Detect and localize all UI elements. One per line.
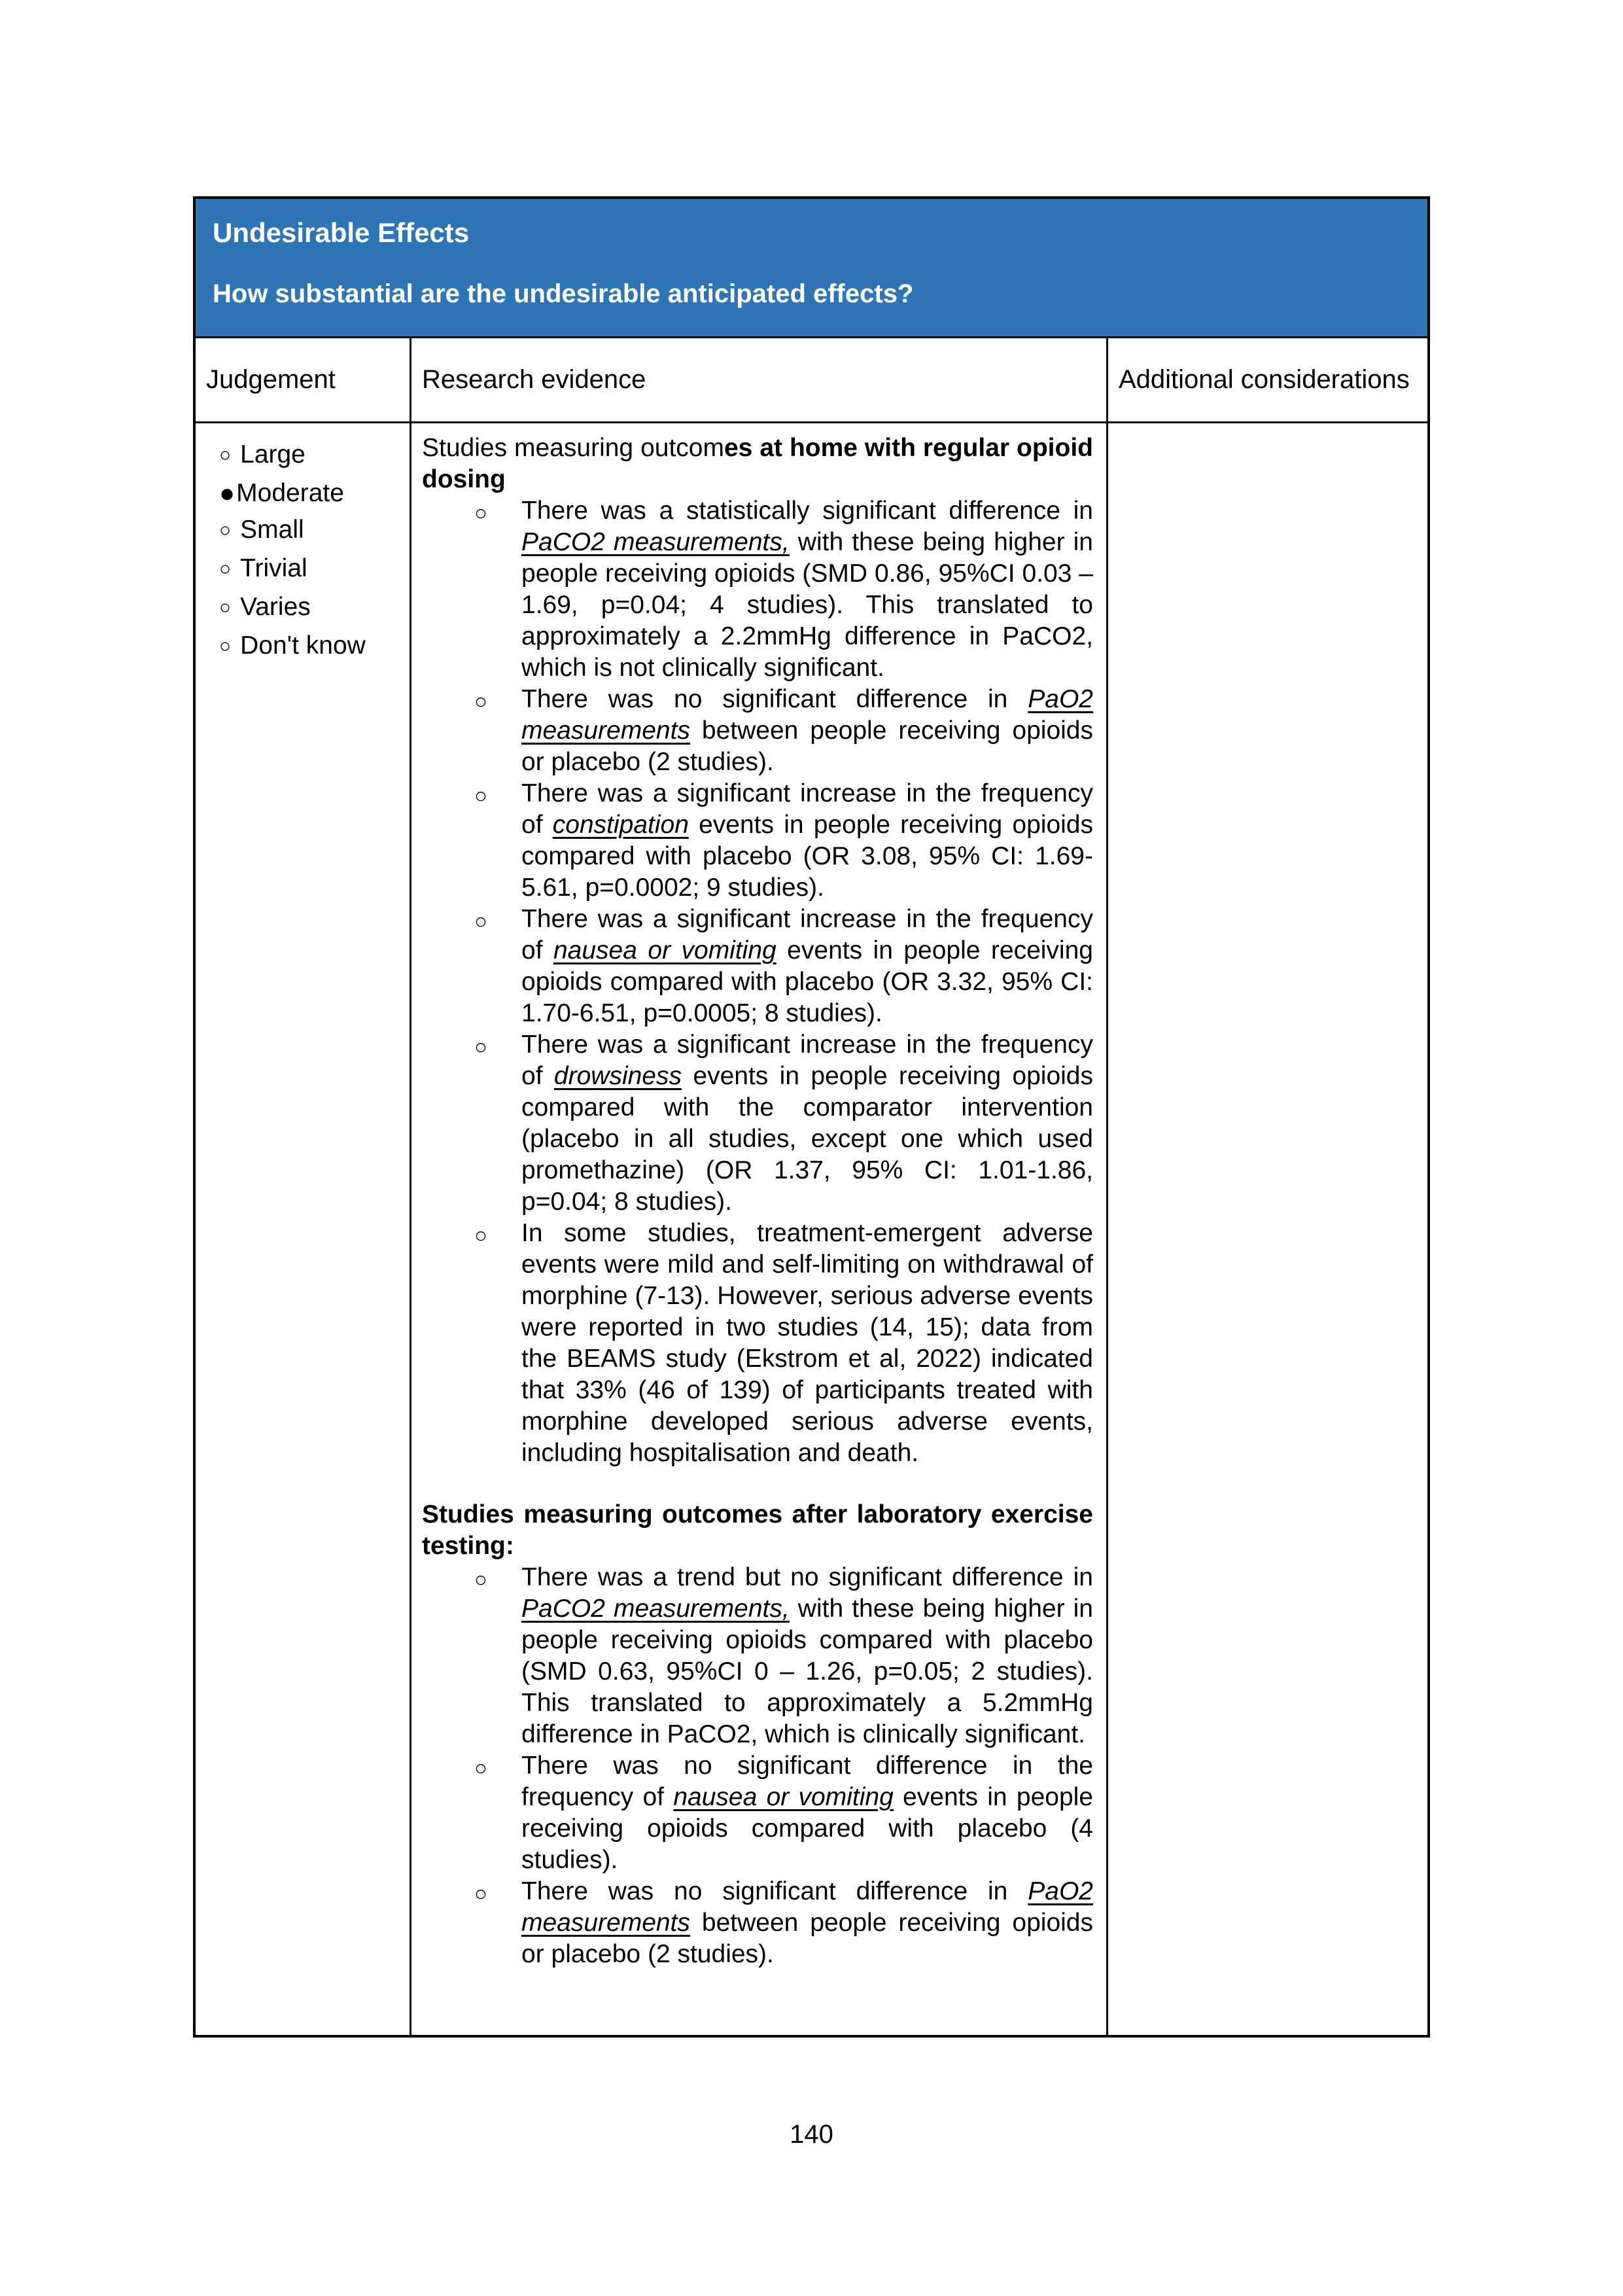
text-run: PaCO2 measurements,	[521, 528, 790, 556]
judgement-option-trivial	[219, 550, 404, 589]
text-run: constipation	[552, 811, 689, 839]
text-run: nausea or vomiting	[553, 936, 777, 964]
section-title: Undesirable Effects	[213, 217, 470, 248]
evidence-bullet	[474, 1029, 1093, 1218]
circle-bullet-icon: ○	[474, 1223, 487, 1247]
evidence-bullet	[474, 778, 1093, 904]
section-header	[196, 199, 1427, 338]
text-run: There was a significant increase in the frequency of	[521, 905, 1093, 964]
circle-bullet-icon: ○	[474, 501, 487, 525]
research-evidence-content	[411, 423, 1108, 2035]
text-run: between people receiving opioids or placebo (2 studies).	[521, 1909, 1093, 1968]
text-run: There was no significant difference in	[521, 1877, 1028, 1905]
text-run: Studies measuring outcom	[422, 434, 724, 462]
text-run: There was a statistically significant difference in	[521, 497, 1093, 525]
evidence-bullet-text	[521, 1876, 1093, 1970]
evidence-bullet	[474, 684, 1093, 778]
radio-unselected-icon: ○	[219, 635, 232, 657]
judgement-option-label: Trivial	[240, 554, 307, 582]
radio-unselected-icon: ○	[219, 558, 232, 580]
evidence-bullet	[474, 1218, 1093, 1469]
text-run: There was a trend but no significant difference in	[521, 1563, 1093, 1591]
judgement-option-label: Moderate	[236, 479, 344, 507]
text-run: PaO2 measurements	[521, 685, 1093, 745]
evidence-bullet-text	[521, 904, 1093, 1029]
radio-unselected-icon: ○	[219, 597, 232, 618]
text-run: with these being higher in people receiving opioids (SMD 0.86, 95%CI 0.03 – 1.69, p=0.04; 4 studies). This translated to approximately a 2.2mmHg difference in PaCO2, which is not clinically significant.	[521, 528, 1093, 682]
blank-line	[422, 1469, 1093, 1499]
evidence-bullet-text	[521, 1562, 1093, 1750]
judgement-option-label: Large	[240, 440, 305, 468]
judgement-options	[196, 423, 411, 2035]
evidence-bullet-text	[521, 684, 1093, 778]
text-run: events in people receiving opioids compared with the comparator intervention (placebo in all studies, except one which used promethazine) (OR 1.37, 95% CI: 1.01-1.86, p=0.04; 8 studies).	[521, 1062, 1093, 1216]
text-run: In some studies, treatment-emergent adverse events were mild and self-limiting on withdrawal of morphine (7-13). However, serious adverse events were reported in two studies (14, 15); data from the BEAMS study (Ekstrom et al, 2022) indicated that 33% (46 of 139) of participants treated with morphine developed serious adverse events, including hospitalisation and death.	[521, 1219, 1093, 1467]
circle-bullet-icon: ○	[474, 1034, 487, 1059]
judgement-option-large	[219, 436, 404, 475]
radio-unselected-icon: ○	[219, 444, 232, 466]
text-run: There was no significant difference in	[521, 685, 1028, 713]
table-header-row	[196, 338, 1427, 423]
undesirable-effects-table	[193, 196, 1430, 2038]
circle-bullet-icon: ○	[474, 1881, 487, 1905]
text-run: events in people receiving opioids compared with placebo (OR 3.32, 95% CI: 1.70-6.51, p=0.0005; 8 studies).	[521, 936, 1093, 1027]
evidence-section-heading	[422, 433, 1093, 495]
circle-bullet-icon: ○	[474, 909, 487, 933]
text-run: events in people receiving opioids compared with placebo (4 studies).	[521, 1783, 1093, 1874]
circle-bullet-icon: ○	[474, 1567, 487, 1591]
judgement-option-varies	[219, 589, 404, 627]
text-run: es at home with regular opioid dosing	[422, 434, 1093, 493]
table-body-row	[196, 423, 1427, 2035]
judgement-option-moderate: ●Moderate	[219, 479, 344, 508]
judgement-option-label: Small	[240, 516, 304, 544]
text-run: between people receiving opioids or placebo (2 studies).	[521, 716, 1093, 776]
evidence-section-heading	[422, 1499, 1093, 1562]
evidence-bullet-text	[521, 1750, 1093, 1876]
text-run: drowsiness	[553, 1062, 682, 1090]
evidence-bullet	[474, 1876, 1093, 1970]
evidence-bullet-text	[521, 495, 1093, 684]
additional-considerations-cell	[1108, 423, 1427, 2035]
evidence-bullet-text	[521, 1029, 1093, 1218]
text-run: There was a significant increase in the frequency of	[521, 779, 1093, 839]
circle-bullet-icon: ○	[474, 1756, 487, 1780]
text-run: There was no significant difference in the frequency of	[521, 1752, 1093, 1811]
page-number: 140	[790, 2120, 833, 2149]
column-header-judgement: Judgement	[196, 338, 411, 421]
circle-bullet-icon: ○	[474, 783, 487, 807]
judgement-option-label: Varies	[240, 593, 311, 621]
column-header-research-evidence: Research evidence	[411, 338, 1108, 421]
judgement-option-small	[219, 512, 404, 550]
evidence-bullet	[474, 1562, 1093, 1750]
circle-bullet-icon: ○	[474, 689, 487, 713]
text-run: with these being higher in people receiving opioids compared with placebo (SMD 0.63, 95%CI 0 – 1.26, p=0.05; 2 studies). This translated to approximately a 5.2mmHg difference in PaCO2, which is clinically significant.	[521, 1595, 1093, 1748]
section-question: How substantial are the undesirable anticipated effects?	[213, 279, 914, 308]
radio-unselected-icon: ○	[219, 520, 232, 541]
evidence-bullet-text	[521, 778, 1093, 904]
evidence-bullet	[474, 1750, 1093, 1876]
text-run: There was a significant increase in the frequency of	[521, 1031, 1093, 1090]
text-run: Studies measuring outcomes after laboratory exercise testing:	[422, 1500, 1093, 1560]
text-run: nausea or vomiting	[673, 1783, 894, 1811]
evidence-bullet	[474, 904, 1093, 1029]
text-run: PaCO2 measurements,	[521, 1595, 790, 1623]
text-run: events in people receiving opioids compared with placebo (OR 3.08, 95% CI: 1.69-5.61, p=0.0002; 9 studies).	[521, 811, 1093, 902]
evidence-bullet-text	[521, 1218, 1093, 1469]
evidence-bullet	[474, 495, 1093, 684]
text-run: PaO2 measurements	[521, 1877, 1093, 1937]
column-header-additional-considerations: Additional considerations	[1119, 365, 1410, 394]
judgement-option-label: Don't know	[240, 631, 366, 660]
judgement-option-don-t-know	[219, 627, 404, 666]
